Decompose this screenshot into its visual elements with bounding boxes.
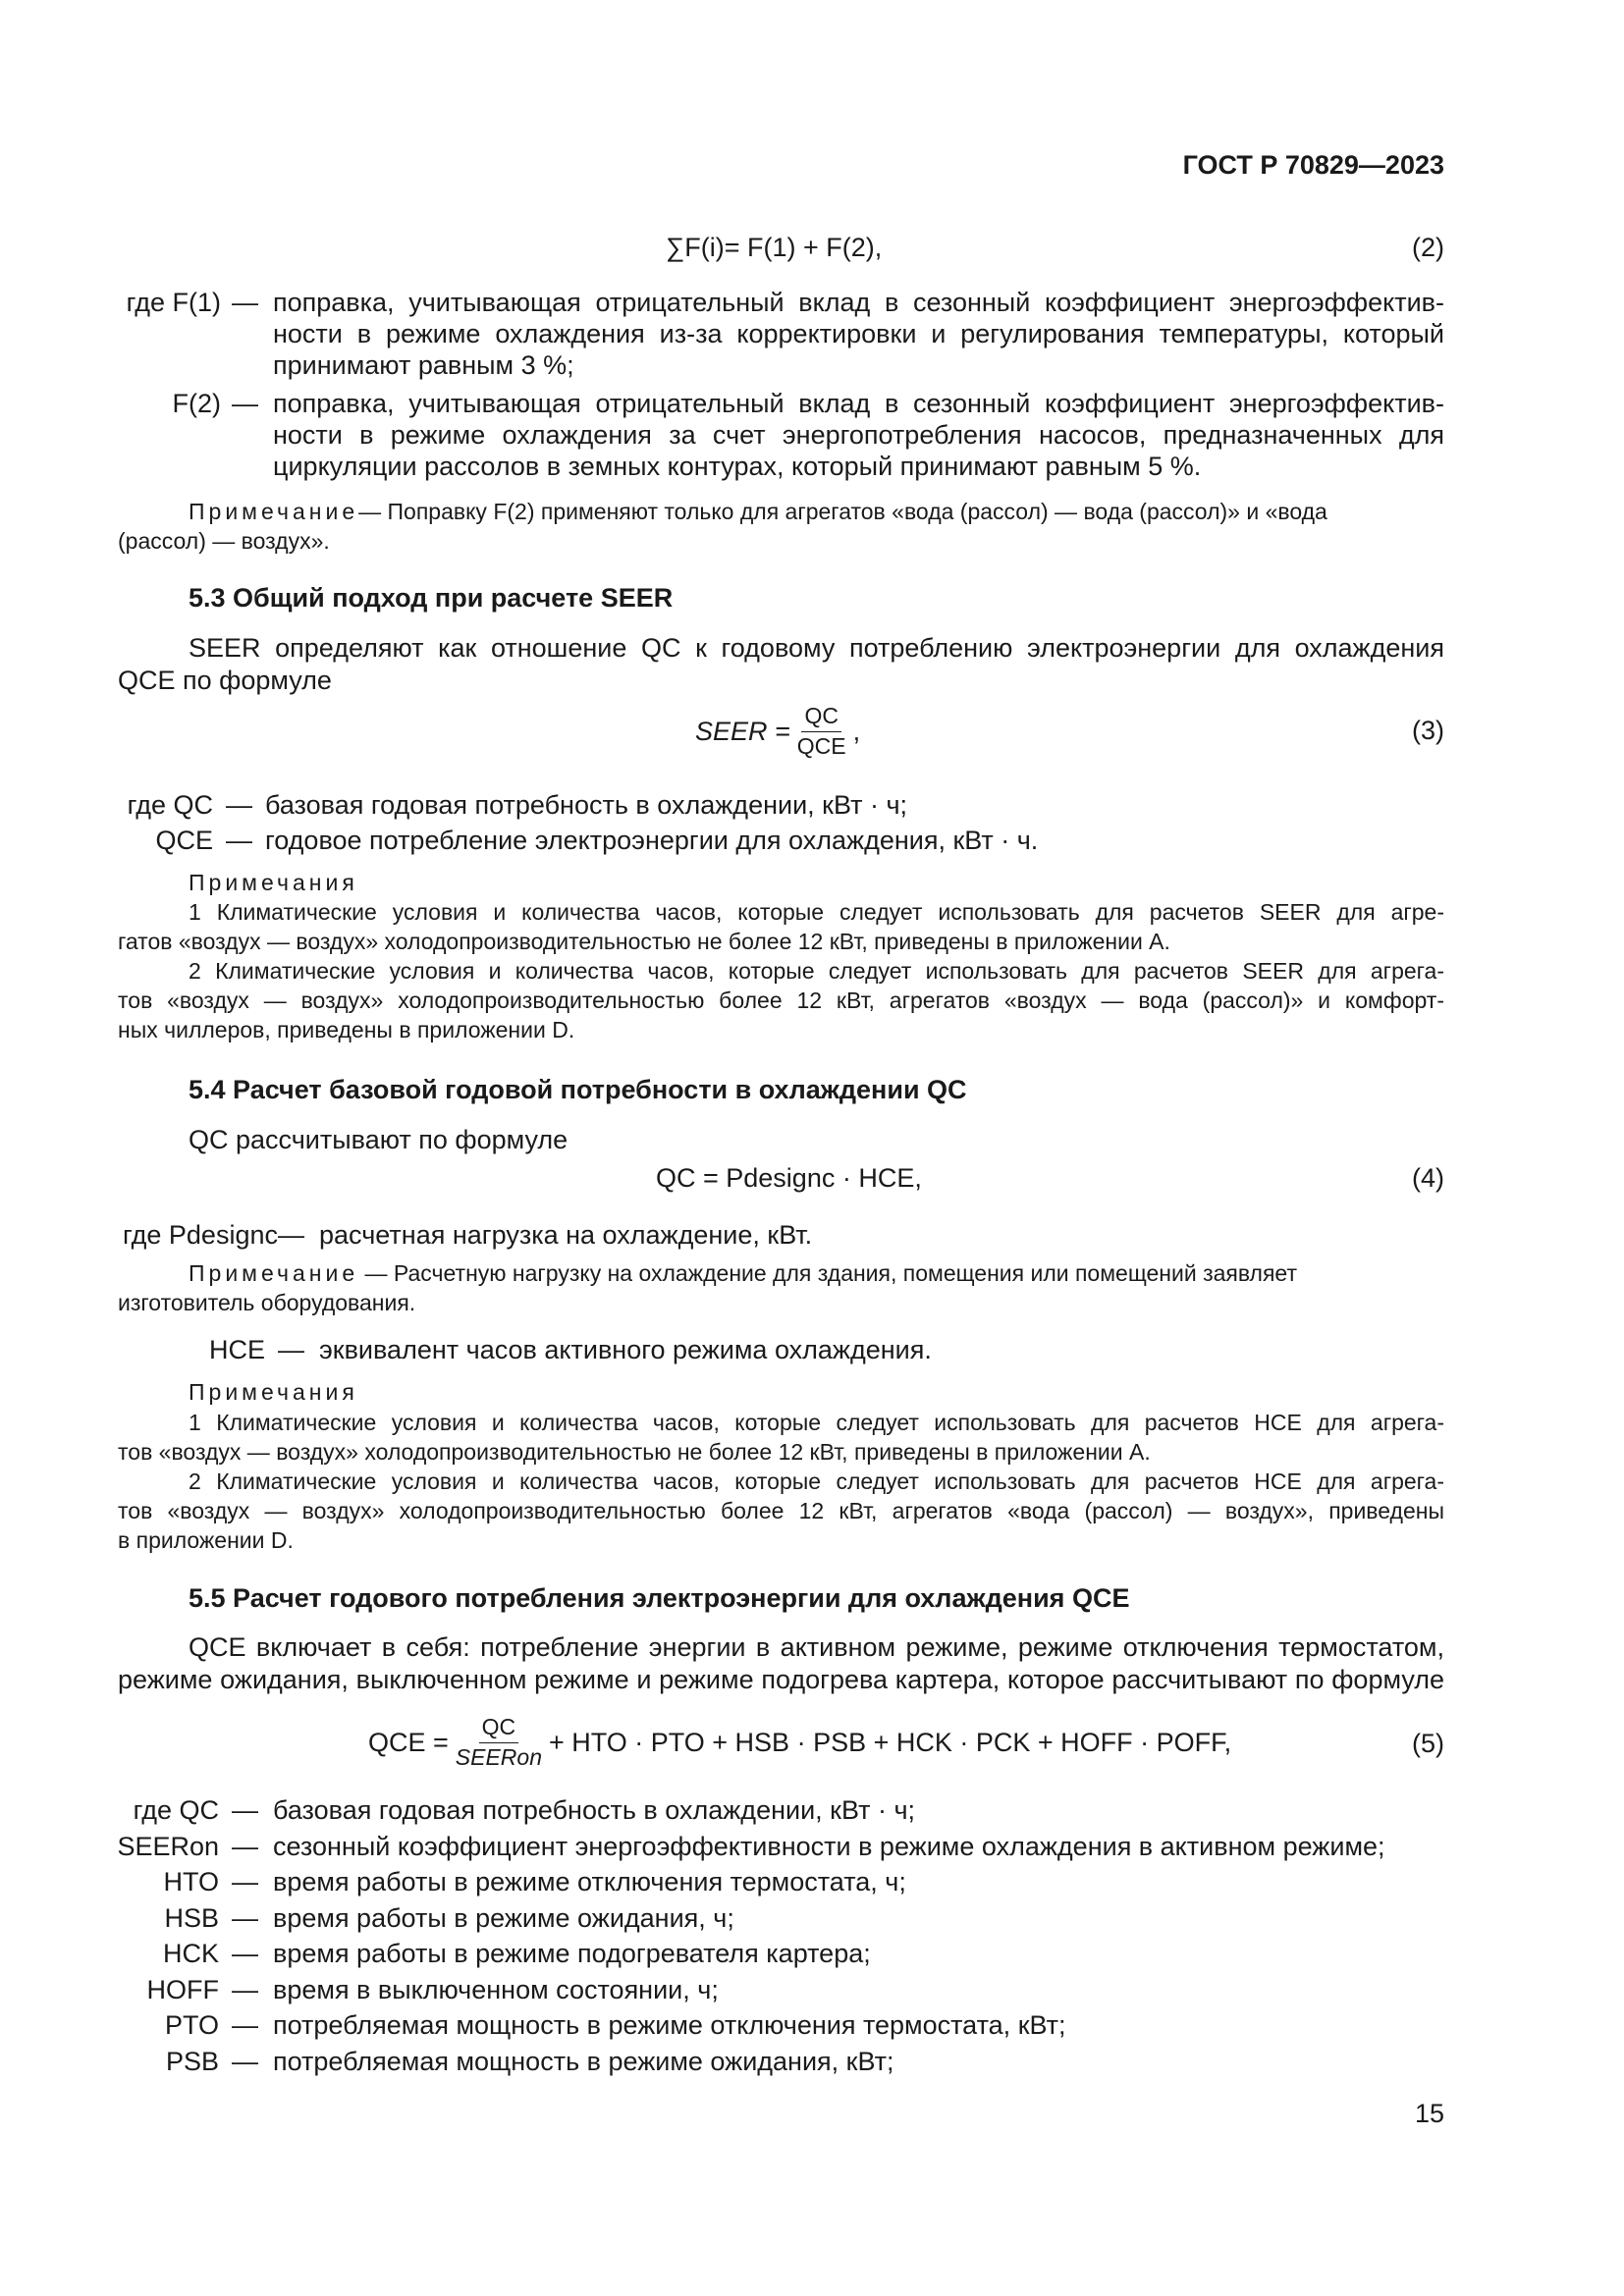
definition-text-5-5: потребляемая мощность в режиме ожидания, кВт;: [273, 2047, 894, 2076]
definition-dash-5-5: —: [232, 2047, 258, 2076]
definition-text-qce: годовое потребление электроэнергии для охлаждения, кВт · ч.: [265, 826, 1039, 855]
definition-dash-qc: —: [226, 790, 252, 820]
note-5-4-2-line1: 2 Климатические условия и количества часов, которые следует использовать для расчетов HCE для агрега-: [189, 1468, 1444, 1494]
note-5-3-2-line3: ных чиллеров, приведены в приложении D.: [118, 1017, 575, 1042]
definition-dash-5-5: —: [232, 1975, 258, 2004]
definition-dash-qce: —: [226, 826, 252, 855]
note-5-4-line1: — Расчетную нагрузку на охлаждение для здания, помещения или помещений заявляет: [364, 1260, 1297, 1286]
definition-text-5-5: время работы в режиме ожидания, ч;: [273, 1903, 734, 1933]
note-line2: (рассол) — воздух».: [118, 528, 330, 554]
section-5-5-para-line2: режиме ожидания, выключенном режиме и режиме подогрева картера, которое рассчитывают по формуле: [118, 1665, 1444, 1694]
equation-2-number: (2): [1412, 233, 1444, 262]
equation-5-lhs: QCE =: [368, 1728, 449, 1757]
definition-label-pdesignc: где Pdesignc: [123, 1220, 278, 1250]
equation-4: QC = Pdesignc · HCE,: [656, 1163, 922, 1193]
definition-text-5-5: время работы в режиме отключения термостата, ч;: [273, 1867, 906, 1896]
section-5-4-para: QC рассчитывают по формуле: [189, 1125, 568, 1154]
document-id: ГОСТ Р 70829—2023: [1182, 150, 1444, 180]
definition-text-qc: базовая годовая потребность в охлаждении, кВт · ч;: [265, 790, 908, 820]
definition-label-5-5: HSB: [164, 1903, 219, 1933]
equation-5-fraction: [453, 1716, 545, 1769]
definition-text-5-5: потребляемая мощность в режиме отключения термостата, кВт;: [273, 2010, 1066, 2040]
definition-dash-pdesignc: —: [278, 1220, 304, 1250]
equation-3-number: (3): [1412, 716, 1444, 745]
equation-3-denominator: QCE: [796, 733, 846, 759]
definition-text-5-5: базовая годовая потребность в охлаждении, кВт · ч;: [273, 1795, 916, 1825]
section-heading-5-5: 5.5 Расчет годового потребления электроэнергии для охлаждения QCE: [189, 1583, 1130, 1613]
note-5-4-head: Примечание: [189, 1260, 359, 1286]
definition-text-f2-line1: поправка, учитывающая отрицательный вклад в сезонный коэффициент энергоэффектив-: [273, 389, 1444, 418]
note-5-4-1-line2: тов «воздух — воздух» холодопроизводительностью не более 12 кВт, приведены в приложении А.: [118, 1439, 1151, 1465]
definition-dash-5-5: —: [232, 1939, 258, 1968]
equation-5-denominator: SEERon: [455, 1744, 542, 1770]
definition-dash-5-5: —: [232, 1867, 258, 1896]
definition-text-f2-line3: циркуляции рассолов в земных контурах, который принимают равным 5 %.: [273, 452, 1202, 481]
note-5-3-1-line1: 1 Климатические условия и количества часов, которые следует использовать для расчетов SEER для агре-: [189, 899, 1444, 925]
definition-label-5-5: HCK: [162, 1939, 219, 1968]
definition-dash-5-5: —: [232, 1903, 258, 1933]
equation-3-tail: ,: [852, 717, 861, 746]
definition-label-5-5: HOFF: [146, 1975, 219, 2004]
equation-3-numerator: QC: [801, 705, 841, 732]
note-5-4-1-line1: 1 Климатические условия и количества часов, которые следует использовать для расчетов HCE для агрега-: [189, 1410, 1444, 1435]
definition-text-5-5: время работы в режиме подогревателя картера;: [273, 1939, 871, 1968]
note-head: Примечание: [189, 499, 359, 524]
definition-text-5-5: время в выключенном состоянии, ч;: [273, 1975, 719, 2004]
definition-dash-f2: —: [232, 389, 258, 418]
equation-5-tail: + HTO · PTO + HSB · PSB + HCK · PCK + HOFF · POFF,: [549, 1728, 1232, 1757]
definition-dash-f1: —: [232, 288, 258, 317]
note-5-3-2-line2: тов «воздух — воздух» холодопроизводительностью более 12 кВт, агрегатов «воздух — вода (рассол)» и комфорт-: [118, 988, 1444, 1013]
page-number: 15: [1414, 2099, 1444, 2128]
definition-label-5-5: где QC: [133, 1795, 219, 1825]
definition-text-5-5: сезонный коэффициент энергоэффективности в режиме охлаждения в активном режиме;: [273, 1832, 1385, 1861]
note-5-4-paragraph: [189, 1258, 1297, 1289]
definition-dash-5-5: —: [232, 1795, 258, 1825]
definition-text-hce: эквивалент часов активного режима охлаждения.: [319, 1335, 932, 1364]
definition-text-f1-line3: принимают равным 3 %;: [273, 350, 574, 380]
note-paragraph: [189, 497, 1327, 527]
notes-head-5-4: Примечания: [189, 1379, 358, 1405]
equation-2: ∑F(i)= F(1) + F(2),: [666, 233, 883, 262]
equation-3: [695, 697, 860, 766]
definition-label-5-5: HTO: [163, 1867, 219, 1896]
section-5-3-para-line1: SEER определяют как отношение QC к годовому потреблению электроэнергии для охлаждения: [189, 633, 1444, 663]
section-heading-5-4: 5.4 Расчет базовой годовой потребности в охлаждении QC: [189, 1075, 967, 1104]
definition-label-5-5: SEERon: [117, 1832, 219, 1861]
definition-label-qce: QCE: [155, 826, 213, 855]
section-5-3-para-line2: QCE по формуле: [118, 666, 332, 695]
equation-3-lhs: SEER =: [695, 717, 790, 746]
note-5-3-2-line1: 2 Климатические условия и количества часов, которые следует использовать для расчетов SEER для агрега-: [189, 958, 1444, 984]
equation-5-numerator: QC: [479, 1716, 519, 1743]
definition-label-5-5: PSB: [165, 2047, 219, 2076]
definition-dash-5-5: —: [232, 1832, 258, 1861]
definition-label-qc: где QC: [127, 790, 213, 820]
definition-dash-hce: —: [278, 1335, 304, 1364]
notes-head-5-3: Примечания: [189, 870, 358, 895]
definition-label-5-5: PTO: [164, 2010, 219, 2040]
note-line1: — Поправку F(2) применяют только для агрегатов «вода (рассол) — вода (рассол)» и «вода: [358, 499, 1327, 524]
definition-text-f1-line2: ности в режиме охлаждения из-за корректировки и регулирования температуры, который: [273, 319, 1444, 348]
definition-dash-5-5: —: [232, 2010, 258, 2040]
equation-3-fraction: [794, 705, 849, 758]
note-5-4-line2: изготовитель оборудования.: [118, 1290, 416, 1315]
definition-text-pdesignc: расчетная нагрузка на охлаждение, кВт.: [319, 1220, 813, 1250]
equation-5: [368, 1703, 1231, 1782]
note-5-4-2-line2: тов «воздух — воздух» холодопроизводительностью более 12 кВт, агрегатов «вода (рассол) — воздух», приведены: [118, 1498, 1444, 1523]
section-5-5-para-line1: QCE включает в себя: потребление энергии в активном режиме, режиме отключения термостатом,: [189, 1632, 1444, 1662]
definition-text-f2-line2: ности в режиме охлаждения за счет энергопотребления насосов, предназначенных для: [273, 420, 1444, 450]
note-5-4-2-line3: в приложении D.: [118, 1527, 294, 1553]
equation-4-number: (4): [1412, 1163, 1444, 1193]
definition-text-f1-line1: поправка, учитывающая отрицательный вклад в сезонный коэффициент энергоэффектив-: [273, 288, 1444, 317]
definition-label-hce: HCE: [208, 1335, 265, 1364]
equation-5-number: (5): [1412, 1729, 1444, 1758]
definition-label-f1: где F(1): [126, 288, 221, 317]
definition-label-f2: F(2): [172, 389, 221, 418]
section-heading-5-3: 5.3 Общий подход при расчете SEER: [189, 583, 674, 613]
note-5-3-1-line2: гатов «воздух — воздух» холодопроизводительностью не более 12 кВт, приведены в приложении А.: [118, 929, 1170, 954]
